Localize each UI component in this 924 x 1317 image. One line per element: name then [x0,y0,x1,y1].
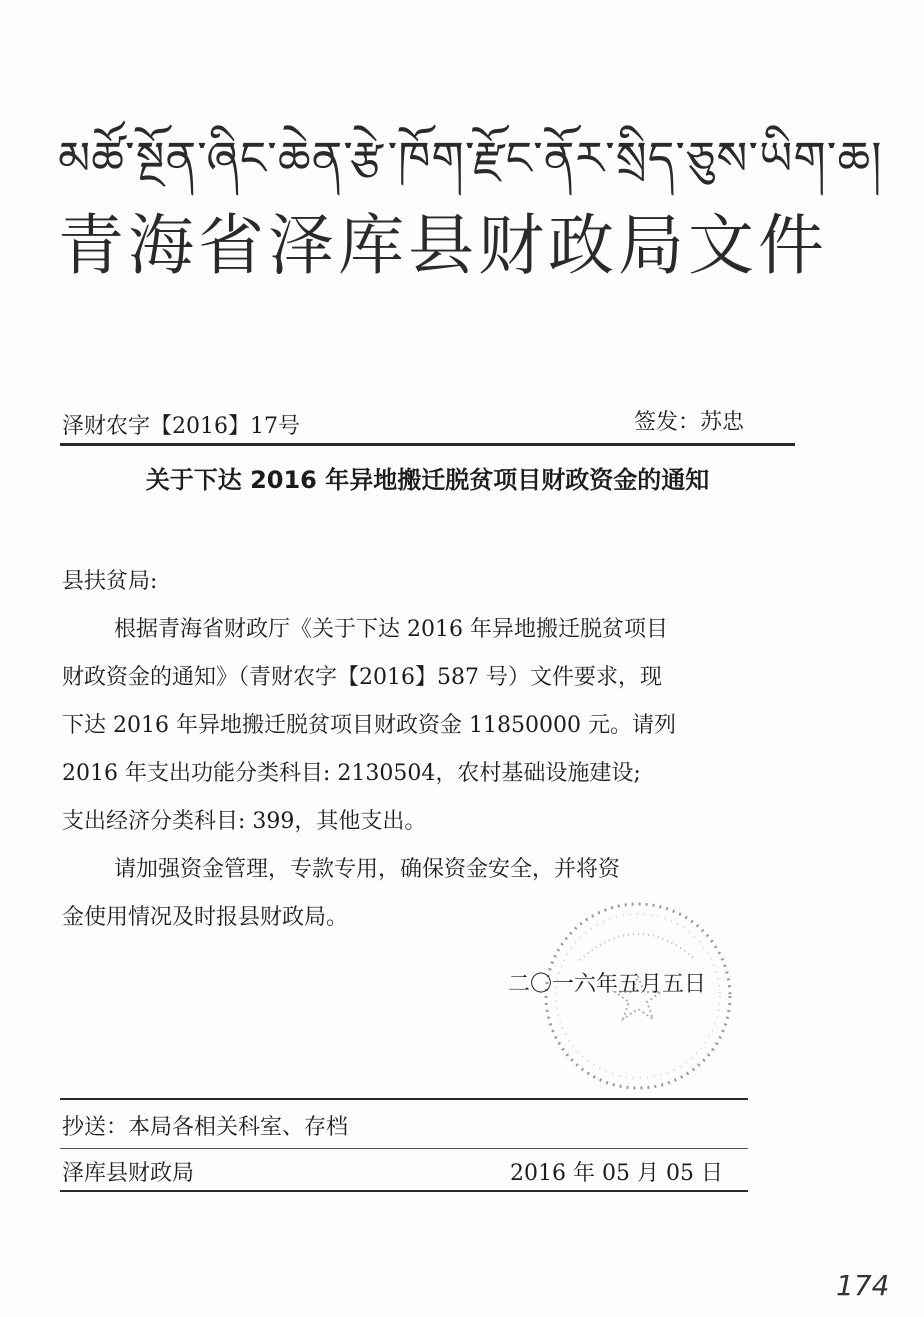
issue-date: 2016 年 05 月 05 日 [510,1161,723,1186]
body-line: 支出经济分类科目: 399，其他支出。 [62,809,427,834]
body-line: 下达 2016 年异地搬迁脱贫项目财政资金 11850000 元。请列 [62,713,676,738]
body-line: 2016 年支出功能分类科目: 2130504，农村基础设施建设; [62,761,641,786]
footer-divider-top [60,1098,748,1100]
addressee: 县扶贫局: [62,569,158,594]
body-line: 财政资金的通知》（青财农字【2016】587 号）文件要求，现 [62,665,662,690]
signature-date: 二〇一六年五月五日 [508,972,707,997]
office-title: 青海省泽库县财政局文件 [58,207,828,284]
footer-divider-middle [60,1148,748,1149]
document-body [62,558,782,942]
header-divider [60,443,795,446]
footer-divider-bottom [60,1190,748,1192]
document-title: 关于下达 2016 年异地搬迁脱贫项目财政资金的通知 [145,466,710,494]
signer: 签发：苏忠 [634,410,745,435]
carbon-copy-line: 抄送：本局各相关科室、存档 [62,1115,349,1140]
body-line: 金使用情况及时报县财政局。 [62,905,349,930]
document-number: 泽财农字【2016】17号 [62,414,300,439]
issuing-office: 泽库县财政局 [62,1161,195,1186]
body-line: 根据青海省财政厅《关于下达 2016 年异地搬迁脱贫项目 [114,617,668,642]
body-line: 请加强资金管理，专款专用，确保资金安全，并将资 [114,857,621,882]
tibetan-office-name: མཚོ་སྔོན་ཞིང་ཆེན་རྩེ་ཁོག་རྫོང་ནོར་སྲིད་ཅུས་ཡིག་ཆ། [58,131,883,185]
handwritten-page-number: 174 [836,1269,890,1302]
